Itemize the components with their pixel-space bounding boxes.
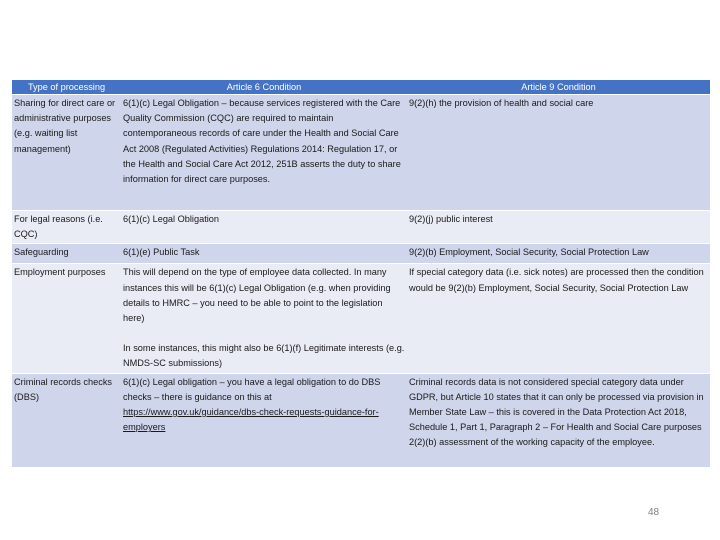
cell-article-6 xyxy=(121,264,407,373)
table-row xyxy=(12,264,710,373)
header-article-9: Article 9 Condition xyxy=(407,80,710,95)
table-header-row xyxy=(12,80,710,95)
cell-type: Criminal records checks (DBS) xyxy=(12,373,121,467)
cell-article-9: 9(2)(j) public interest xyxy=(407,211,710,244)
table-row xyxy=(12,211,710,244)
article-6-text: 6(1)(c) Legal obligation – you have a legal obligation to do DBS checks – there is guidance on this at xyxy=(123,376,381,402)
page-number: 48 xyxy=(648,507,660,518)
cell-article-6: 6(1)(e) Public Task xyxy=(121,244,407,264)
table-row xyxy=(12,95,710,211)
table-row xyxy=(12,373,710,467)
cell-article-9: Criminal records data is not considered special category data under GDPR, but Article 10 states that it can only be processed via provision in Member State Law – this is covered in the Data Protection Act 2018, Schedule 1, Part 1, Paragraph 2 – For Health and Social Care purposes 2(2)(b) assessment of the working capacity of the employee. xyxy=(407,373,710,467)
header-article-6: Article 6 Condition xyxy=(121,80,407,95)
cell-type: For legal reasons (i.e. CQC) xyxy=(12,211,121,244)
cell-article-6: 6(1)(c) Legal Obligation – because services registered with the Care Quality Commission (CQC) are required to maintain contemporaneous records of care under the Health and Social Care Act 2008 (Regulated Activities) Regulations 2014: Regulation 17, or the Health and Social Care Act 2012, 251B asserts the duty to share information for direct care purposes. xyxy=(121,95,407,211)
table-row xyxy=(12,244,710,264)
article-6-paragraph-1: This will depend on the type of employee data collected. In many instances this will be 6(1)(c) Legal Obligation (e.g. when providing details to HMRC – you need to be able to point to the legislation here) xyxy=(123,267,391,324)
gdpr-conditions-table xyxy=(12,80,710,468)
article-6-paragraph-2: In some instances, this might also be 6(1)(f) Legitimate interests (e.g. NMDS-SC submissions) xyxy=(123,343,405,369)
cell-article-9: 9(2)(h) the provision of health and social care xyxy=(407,95,710,211)
cell-article-6: 6(1)(c) Legal Obligation xyxy=(121,211,407,244)
cell-type: Employment purposes xyxy=(12,264,121,373)
cell-article-6 xyxy=(121,373,407,467)
paragraph-gap xyxy=(123,326,405,341)
cell-type: Sharing for direct care or administrative purposes (e.g. waiting list management) xyxy=(12,95,121,211)
cell-article-9: 9(2)(b) Employment, Social Security, Social Protection Law xyxy=(407,244,710,264)
dbs-guidance-link[interactable]: https://www.gov.uk/guidance/dbs-check-requests-guidance-for-employers xyxy=(123,407,379,433)
cell-article-9: If special category data (i.e. sick notes) are processed then the condition would be 9(2)(b) Employment, Social Security, Social Protection Law xyxy=(407,264,710,373)
header-type-of-processing: Type of processing xyxy=(12,80,121,95)
cell-type: Safeguarding xyxy=(12,244,121,264)
